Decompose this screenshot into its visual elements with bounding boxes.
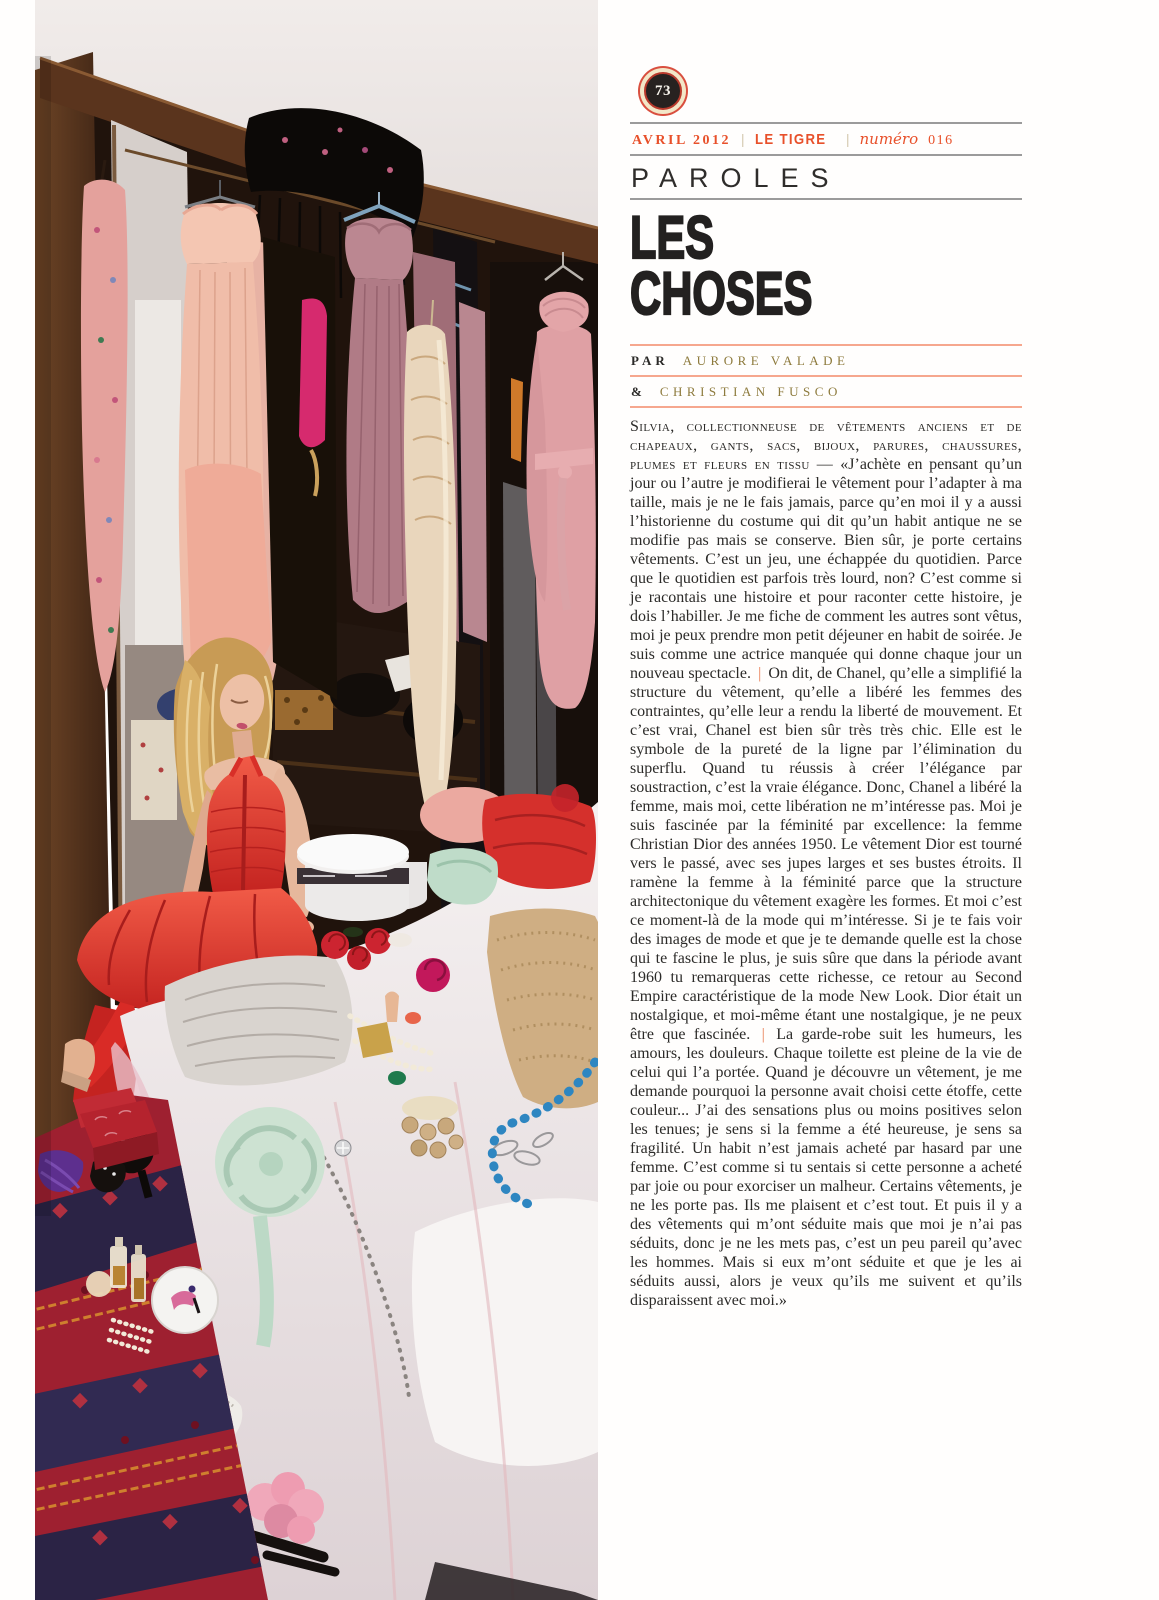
issue-word: numéro (859, 130, 919, 148)
magazine-title: LE TIGRE (754, 131, 827, 148)
masthead-separator: | (741, 131, 744, 147)
photo-vintage-wardrobe (35, 0, 598, 1600)
section-kicker: PAROLES (631, 163, 841, 193)
page-number: 73 (655, 82, 671, 99)
photo-illustration (35, 0, 598, 1600)
page-number-badge (644, 72, 682, 110)
body-segment-3: La garde-robe suit les humeurs, les amours, les douleurs. Chaque toilette est pleine de la vie de celui qui l’a portée. Quand je découvre un vêtement, je me demande pourquoi la personne avait choisi cette étoffe, cette couleur... J’ai des sensations plus ou moins positives selon les tenues; je sens si la femme a été heureuse, je sens sa fragilité. Un habit n’est jamais acheté par hasard par une femme. C’est comme si tu sentais si cette personne a acheté par joie ou pour exorciser un malheur. Certains vêtements, je ne les porte pas. Ils me plaisent et c’est tout. Et puis il y a des vêtements qui m’ont séduite mais que moi je n’ai pas séduits, donc je ne les mets pas, c’est un peu pareil qu’avec les hommes. Mais si eux m’ont séduite et que je les ai séduits aussi, alors je veux qu’ils me suivent et qu’ils disparaissent avec moi.» (630, 1026, 1022, 1309)
fuchsia-dress (299, 299, 327, 448)
mauve-gown (344, 192, 415, 613)
red-pompom (551, 784, 579, 812)
article-body (630, 417, 1022, 1310)
body-segment-1: «J’achète en pensant qu’un jour ou l’autre je modifierai le vêtement pour l’adapter à ma taille, mais je ne le fais jamais, parce qu’en moi il y a aussi l’historienne du costume qui dit qu’un habit antique ne se modifie pas mais se conserve. Bien sûr, je porte certains vêtements. C’est un jeu, une échappée du quotidien. Parce que le quotidien est parfois très lourd, non? C’est comme si je racontais une histoire et pour raconter cette histoire, je dois l’habiller. Je me fiche de comment les autres sont vêtus, moi je peux prendre mon petit déjeuner en habit de soirée. Je suis comme une actrice manquée qui donne chaque jour un nouveau spectacle. (630, 456, 1022, 682)
red-fabric-pile (482, 794, 596, 889)
shoe-coaster (152, 1267, 218, 1333)
author-1: AURORE VALADE (682, 353, 850, 368)
dark-garments (263, 237, 337, 700)
title-line-2: CHOSES (630, 260, 813, 327)
byline-ampersand: & (631, 384, 646, 399)
issue-number: 016 (928, 133, 954, 148)
body-segment-2: On dit, de Chanel, qu’elle a simplifié la structure du vêtement, qu’elle a libéré les femmes des contraintes, qu’elle leur a rendu la liberté de mouvement. Et c’est vrai, Chanel est bien sûr très très chic. Elle est le symbole de la pureté de la ligne par l’élimination du superflu. Quand tu réussis à créer l’élégance par soustraction, c’est la vraie élégance. Donc, Chanel a libéré la femme, mais moi, cette libération ne m’intéresse pas. Moi je suis fascinée par la féminité par excellence: la femme Christian Dior des années 1950. Le vêtement Dior est tourné vers le passé, avec ses jupes larges et ses bustes étroits. Il ramène la femme à la féminité parce que la structure architectonique du vêtement exagère les formes. Et moi c’est ce moment-là de la mode qui m’intéresse. Si je te fais voir des images de mode et que je te demande quelle est la chose qui te fascine le plus, je suis sûre que dans la période avant 1960 tu remarqueras cette richesse, ce retour au Second Empire caractéristique de la mode New Look. Dior était un nostalgique, et moi-même étant une nostalgique, je ne peux être que fascinée. (630, 665, 1022, 1043)
dusty-rose-gown (459, 302, 487, 642)
edge-shadow (35, 56, 51, 1216)
article-column (630, 0, 1022, 1310)
lace-nightgown (165, 956, 353, 1086)
author-2: CHRISTIAN FUSCO (659, 384, 842, 399)
masthead-separator: | (846, 131, 849, 147)
body-lead-smallcaps: Silvia, collectionneuse de vêtements anciens et de chapeaux, gants, sacs, bijoux, parures, chaussures, plumes et fleurs en tissu — (630, 418, 1022, 473)
issue-date: AVRIL 2012 (632, 133, 732, 148)
pillow (412, 1198, 598, 1466)
article-title (630, 204, 1022, 327)
title-line-1: LES (630, 204, 715, 271)
rule-salmon-3 (630, 406, 1022, 408)
byline-row-2 (630, 377, 1022, 406)
neck (232, 730, 254, 760)
crochet-buttons (402, 1096, 463, 1158)
pilcrow-separator: | (758, 665, 762, 682)
white-lace-bit (388, 933, 412, 947)
byline-par: PAR (631, 353, 669, 368)
rule-under-kicker (630, 198, 1022, 200)
pilcrow-separator: | (761, 1026, 765, 1043)
byline-row-1 (630, 346, 1022, 375)
masthead (630, 124, 1022, 154)
